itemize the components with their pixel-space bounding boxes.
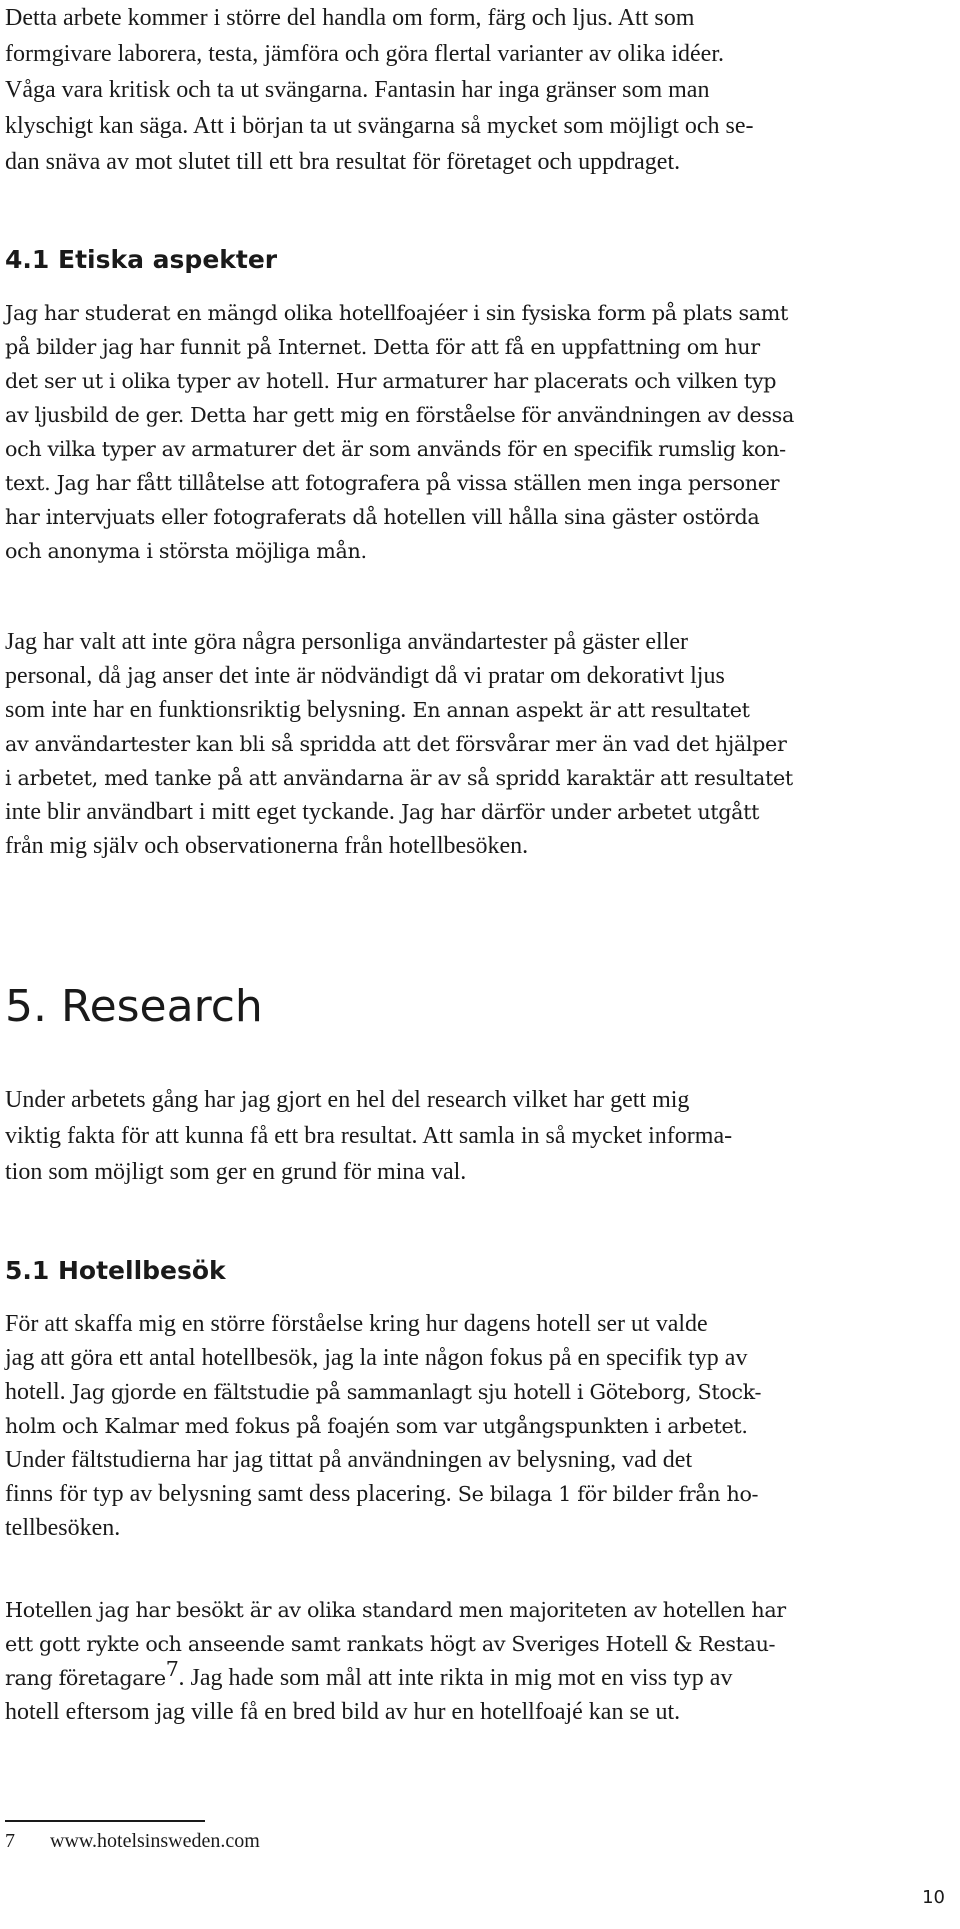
text-line: på bilder jag har funnit på Internet. Detta för att få en uppfattning om hur — [5, 335, 760, 359]
footnote-number: 7 — [5, 1830, 15, 1852]
text-line: och vilka typer av armaturer det är som används för en specifik rumslig kon- — [5, 437, 786, 461]
text-line: För att skaffa mig en större förståelse kring hur dagens hotell ser ut valde — [5, 1311, 708, 1337]
text-line: hotell eftersom jag ville få en bred bild av hur en hotellfoajé kan se ut. — [5, 1699, 681, 1725]
section-heading-5: 5. Research — [5, 981, 263, 1032]
text-line: av användartester kan bli så spridda att det försvårar mer än vad det hjälper — [5, 732, 787, 756]
text-line: viktig fakta för att kunna få ett bra resultat. Att samla in så mycket informa- — [5, 1123, 733, 1150]
text-line — [5, 1657, 955, 1695]
text-line: tion som möjligt som ger en grund för mina val. — [5, 1159, 467, 1186]
text-line: personal, då jag anser det inte är nödvändigt då vi pratar om dekorativt ljus — [5, 663, 725, 689]
hotel-visits-paragraph-2 — [5, 1593, 955, 1729]
text-line: klyschigt kan säga. Att i början ta ut svängarna så mycket som möjligt och se- — [5, 113, 754, 140]
text-segment: inte blir användbart i mitt eget tyckande. — [5, 799, 395, 825]
text-line: Jag har studerat en mängd olika hotellfoajéer i sin fysiska form på plats samt — [5, 301, 788, 325]
text-line — [5, 693, 955, 727]
text-line — [5, 795, 955, 829]
text-line: av ljusbild de ger. Detta har gett mig en förståelse för användningen av dessa — [5, 403, 794, 427]
intro-paragraph — [5, 0, 955, 180]
ethics-paragraph-1 — [5, 296, 955, 568]
text-line: har intervjuats eller fotograferats då hotellen vill hålla sina gäster ostörda — [5, 505, 760, 529]
text-segment: Se bilaga 1 för bilder från ho- — [451, 1482, 759, 1506]
text-line: dan snäva av mot slutet till ett bra resultat för företaget och uppdraget. — [5, 149, 681, 176]
text-line: Under arbetets gång har jag gjort en hel del research vilket har gett mig — [5, 1087, 690, 1113]
text-segment: Jag gjorde en fältstudie på sammanlagt sju hotell i Göteborg, Stock- — [65, 1380, 762, 1404]
text-line: Under fältstudierna har jag tittat på användningen av belysning, vad det — [5, 1447, 693, 1473]
text-line: Jag har valt att inte göra några personliga användartester på gäster eller — [5, 629, 689, 655]
text-line: Hotellen jag har besökt är av olika standard men majoriteten av hotellen har — [5, 1598, 786, 1622]
text-line — [5, 1375, 955, 1409]
text-line: det ser ut i olika typer av hotell. Hur armaturer har placerats och vilken typ — [5, 369, 777, 393]
footnote-divider — [5, 1820, 205, 1822]
text-line: text. Jag har fått tillåtelse att fotografera på vissa ställen men inga personer — [5, 471, 780, 495]
text-segment: Jag har därför under arbetet utgått — [394, 800, 760, 824]
hotel-visits-paragraph-1 — [5, 1307, 955, 1545]
text-line — [5, 1477, 955, 1511]
text-segment: finns för typ av belysning samt dess placering. — [5, 1481, 452, 1507]
ethics-paragraph-2 — [5, 625, 955, 863]
text-line: Våga vara kritisk och ta ut svängarna. Fantasin har inga gränser som man — [5, 77, 710, 104]
text-line: och anonyma i största möjliga mån. — [5, 539, 367, 563]
footnote — [5, 1828, 260, 1854]
text-segment: hotell. — [5, 1379, 66, 1405]
page-number: 10 — [922, 1887, 945, 1908]
text-segment: rang företagare — [5, 1666, 166, 1690]
text-segment: som inte har en funktionsriktig belysning. — [5, 697, 407, 723]
text-segment: . Jag hade som mål att inte rikta in mig mot en viss typ av — [178, 1665, 733, 1691]
text-line: tellbesöken. — [5, 1515, 121, 1541]
text-line: formgivare laborera, testa, jämföra och göra flertal varianter av olika idéer. — [5, 41, 724, 68]
text-line: holm och Kalmar med fokus på foajén som var utgångspunkten i arbetet. — [5, 1414, 748, 1438]
text-line: Detta arbete kommer i större del handla om form, färg och ljus. Att som — [5, 5, 695, 31]
research-paragraph — [5, 1082, 955, 1190]
text-line: från mig själv och observationerna från hotellbesöken. — [5, 833, 529, 859]
text-line: jag att göra ett antal hotellbesök, jag la inte någon fokus på en specifik typ av — [5, 1345, 748, 1371]
section-heading-5-1: 5.1 Hotellbesök — [5, 1256, 226, 1285]
section-heading-4-1: 4.1 Etiska aspekter — [5, 245, 278, 274]
footnote-reference: 7 — [165, 1657, 179, 1681]
text-line: i arbetet, med tanke på att användarna är av så spridd karaktär att resultatet — [5, 766, 793, 790]
text-line: ett gott rykte och anseende samt rankats högt av Sveriges Hotell & Restau- — [5, 1632, 776, 1656]
text-segment: En annan aspekt är att resultatet — [406, 698, 750, 722]
footnote-text: www.hotelsinsweden.com — [50, 1830, 260, 1852]
